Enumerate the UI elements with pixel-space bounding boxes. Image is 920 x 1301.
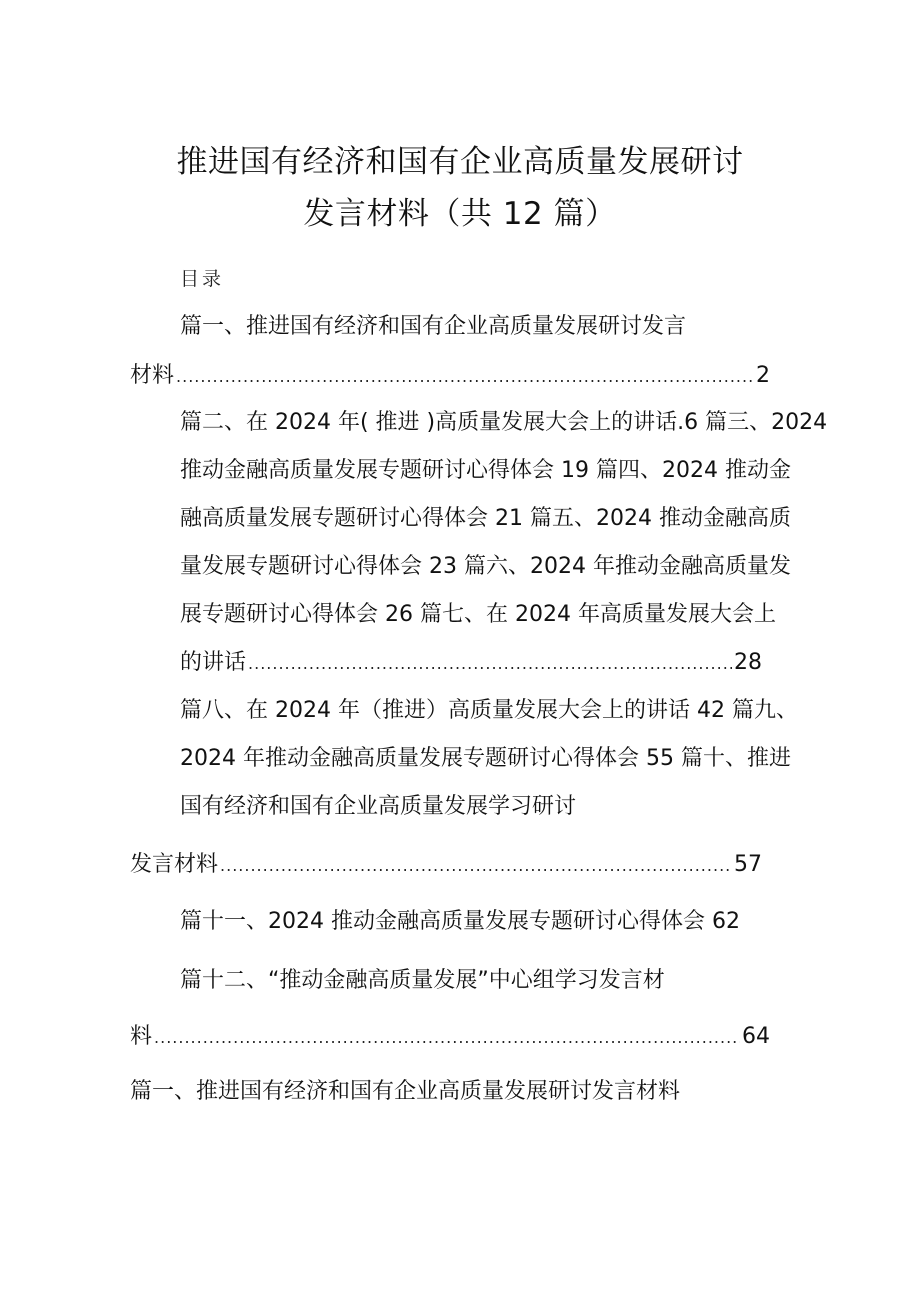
toc-page-number: 64 <box>742 1024 770 1049</box>
toc-paragraph-line: 推动金融高质量发展专题研讨心得体会 19 篇四、2024 推动金 <box>180 458 791 483</box>
toc-entry-text: 发言材料 <box>130 852 219 877</box>
toc-paragraph-line: 2024 年推动金融高质量发展专题研讨心得体会 55 篇十、推进 <box>180 746 791 771</box>
toc-item-12-line-1: 篇十二、“推动金融高质量发展”中心组学习发言材 <box>180 968 665 993</box>
toc-page-number: 57 <box>734 852 762 877</box>
toc-item-1-line-1: 篇一、推进国有经济和国有企业高质量发展研讨发言 <box>180 314 687 339</box>
document-title-line-1: 推进国有经济和国有企业高质量发展研讨 <box>176 144 744 180</box>
document-title-line-2: 发言材料（共 12 篇） <box>303 196 617 232</box>
dot-leader <box>248 649 732 679</box>
toc-item-10-entry[interactable] <box>130 850 762 881</box>
toc-item-1-entry[interactable] <box>130 361 770 392</box>
toc-entry-text: 材料 <box>130 363 175 388</box>
toc-item-7-entry[interactable] <box>180 648 762 679</box>
toc-item-11[interactable]: 篇十一、2024 推动金融高质量发展专题研讨心得体会 62 <box>180 909 740 934</box>
toc-paragraph-line: 篇八、在 2024 年（推进）高质量发展大会上的讲话 42 篇九、 <box>180 698 798 723</box>
toc-paragraph-line: 展专题研讨心得体会 26 篇七、在 2024 年高质量发展大会上 <box>180 602 776 627</box>
toc-page-number: 2 <box>756 363 770 388</box>
dot-leader <box>154 1023 740 1053</box>
dot-leader <box>176 362 754 392</box>
toc-paragraph-line: 国有经济和国有企业高质量发展学习研讨 <box>180 794 577 819</box>
toc-entry-text: 的讲话 <box>180 650 247 675</box>
toc-paragraph-line: 篇二、在 2024 年( 推进 )高质量发展大会上的讲话.6 篇三、2024 <box>180 410 828 435</box>
toc-item-12-entry[interactable] <box>130 1022 770 1053</box>
dot-leader <box>220 851 732 881</box>
toc-paragraph-line: 融高质量发展专题研讨心得体会 21 篇五、2024 推动金融高质 <box>180 506 791 531</box>
section-heading: 篇一、推进国有经济和国有企业高质量发展研讨发言材料 <box>130 1079 681 1104</box>
toc-label: 目录 <box>180 268 225 290</box>
toc-paragraph-line: 量发展专题研讨心得体会 23 篇六、2024 年推动金融高质量发 <box>180 554 791 579</box>
toc-entry-text: 料 <box>130 1024 153 1049</box>
toc-page-number: 28 <box>734 650 762 675</box>
